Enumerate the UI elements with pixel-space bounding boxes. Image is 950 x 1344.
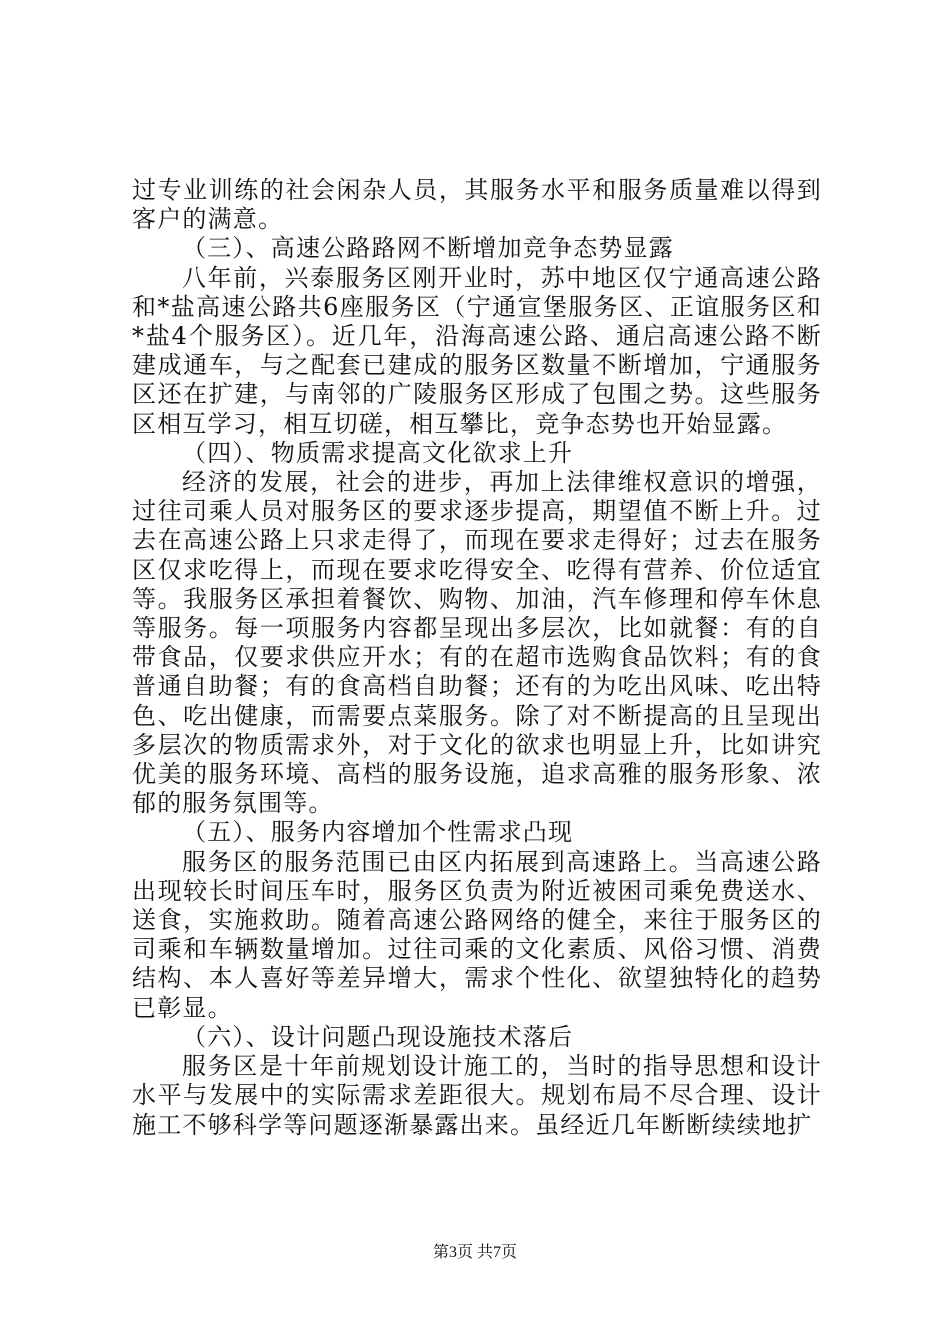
paragraph-design: 服务区是十年前规划设计施工的，当时的指导思想和设计水平与发展中的实际需求差距很大。规划布局不尽合理、设计施工不够科学等问题逐渐暴露出来。虽经近几年断断续续地扩 <box>132 1052 822 1139</box>
document-body <box>132 176 822 1140</box>
section-heading-3: （三）、高速公路路网不断增加竞争态势显露 <box>182 234 674 263</box>
section-heading-4: （四）、物质需求提高文化欲求上升 <box>182 438 574 467</box>
section-heading-5: （五）、服务内容增加个性需求凸现 <box>182 818 574 847</box>
section-heading-6: （六）、设计问题凸现设施技术落后 <box>182 1022 574 1051</box>
paragraph-demand: 经济的发展，社会的进步，再加上法律维权意识的增强，过往司乘人员对服务区的要求逐步提高，期望值不断上升。过去在高速公路上只求走得了，而现在要求走得好；过去在服务区仅求吃得上，而现在要求吃得安全、吃得有营养、价位适宜等。我服务区承担着餐饮、购物、加油，汽车修理和停车休息等服务。每一项服务内容都呈现出多层次，比如就餐：有的自带食品，仅要求供应开水；有的在超市选购食品饮料；有的食普通自助餐；有的食高档自助餐；还有的为吃出风味、吃出特色、吃出健康，而需要点菜服务。除了对不断提高的且呈现出多层次的物质需求外，对于文化的欲求也明显上升，比如讲究优美的服务环境、高档的服务设施，追求高雅的服务形象、浓郁的服务氛围等。 <box>132 468 822 818</box>
paragraph-continued: 过专业训练的社会闲杂人员，其服务水平和服务质量难以得到客户的满意。 <box>132 176 822 234</box>
page-footer: 第3页 共7页 <box>432 1244 517 1261</box>
paragraph-service-scope: 服务区的服务范围已由区内拓展到高速路上。当高速公路出现较长时间压车时，服务区负责为附近被困司乘免费送水、送食，实施救助。随着高速公路网络的健全，来往于服务区的司乘和车辆数量增加。过往司乘的文化素质、风俗习惯、消费结构、本人喜好等差异增大，需求个性化、欲望独特化的趋势已彰显。 <box>132 847 822 1022</box>
paragraph-competition: 八年前，兴泰服务区刚开业时，苏中地区仅宁通高速公路和*盐高速公路共6座服务区（宁通宣堡服务区、正谊服务区和*盐4个服务区）。近几年，沿海高速公路、通启高速公路不断建成通车，与之配套已建成的服务区数量不断增加，宁通服务区还在扩建，与南邻的广陵服务区形成了包围之势。这些服务区相互学习，相互切磋，相互攀比，竞争态势也开始显露。 <box>132 263 822 438</box>
